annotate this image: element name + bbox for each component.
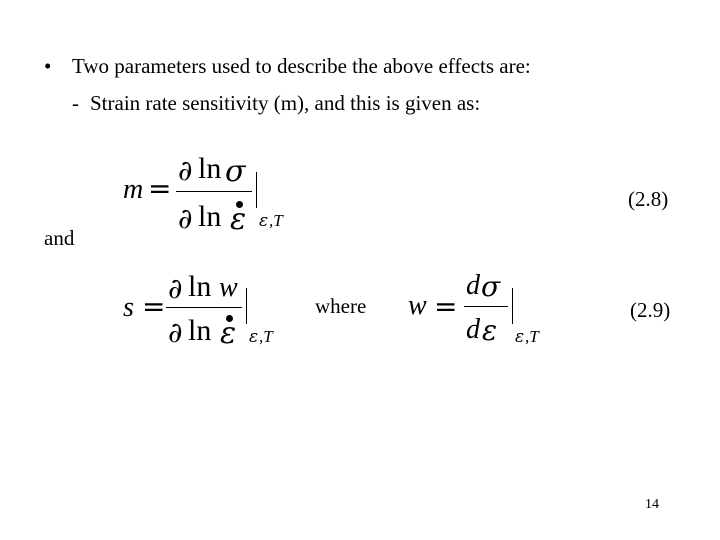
eq-s-sub-eps: ε [249,327,259,347]
bullet-2-text: Strain rate sensitivity (m), and this is given as: [90,91,481,115]
eq-m-num-partial: ∂ [178,154,193,187]
eq-s-sub-rest: ,T [259,327,273,346]
eq-m-den-ln: ln [198,200,222,233]
eq-m-num-var: σ [225,154,246,189]
eq-w-den-d: d [466,314,480,345]
page-number: 14 [645,497,659,512]
eq-m-den-partial: ∂ [178,202,193,235]
eq-s-den-partial: ∂ [168,316,183,349]
eq-m-lhs: m [123,174,144,205]
eq-s-num-partial: ∂ [168,272,183,305]
eq-w-num-var: σ [481,270,501,303]
bullet-1-text: Two parameters used to describe the above effects are: [72,54,531,78]
eq-m-number: (2.8) [628,187,669,211]
eq-w-sub-rest: ,T [525,327,539,346]
eq-m-sub-eps: ε [259,211,269,231]
eq-m-fraction-bar [176,191,252,192]
bullet-1-marker: • [44,54,52,78]
eq-m-evaluation-bar [256,172,257,208]
eq-w-fraction-bar [464,306,508,307]
eq-m-den-var: ε [230,202,247,237]
eq-s-fraction-bar [166,307,242,308]
eq-s-num-var: w [219,272,238,303]
where-label: where [315,294,367,318]
bullet-2-marker: - [72,91,79,115]
eq-w-sub-eps: ε [515,327,525,347]
eq-w-number: (2.9) [630,298,671,322]
eq-s-num-ln: ln [188,270,212,303]
eq-s-den-ln: ln [188,314,212,347]
eq-s-den-var: ε [220,316,237,351]
eq-w-lhs: w [408,290,427,321]
eq-m-equals: = [148,172,172,205]
eq-w-equals: = [434,290,458,323]
eq-w-num-d: d [466,270,480,301]
connector-and: and [44,226,75,250]
eq-s-evaluation-bar [246,288,247,324]
eq-w-den-var: ε [482,314,498,347]
eq-w-evaluation-bar [512,288,513,324]
eq-s-equals: = [142,290,166,323]
eq-s-lhs: s [123,292,134,323]
eq-m-sub-rest: ,T [269,211,283,230]
eq-m-num-ln: ln [198,152,222,185]
